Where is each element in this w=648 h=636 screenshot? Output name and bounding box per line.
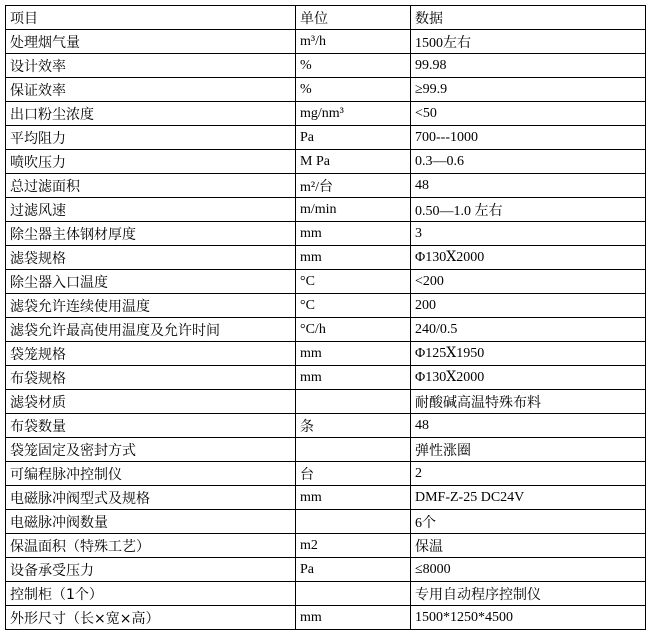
unit-cell	[296, 582, 411, 606]
table-row	[6, 150, 646, 174]
item-cell: 平均阻力	[6, 126, 296, 150]
unit-cell: °C	[296, 270, 411, 294]
item-cell: 设备承受压力	[6, 558, 296, 582]
table-row	[6, 438, 646, 462]
unit-cell: Pa	[296, 126, 411, 150]
unit-cell: Pa	[296, 558, 411, 582]
data-cell: 6个	[411, 510, 646, 534]
table-row	[6, 174, 646, 198]
item-cell: 设计效率	[6, 54, 296, 78]
table-row	[6, 246, 646, 270]
unit-cell: 台	[296, 462, 411, 486]
table-row	[6, 78, 646, 102]
item-cell: 保证效率	[6, 78, 296, 102]
unit-cell: mg/nm³	[296, 102, 411, 126]
table-row	[6, 318, 646, 342]
table-row	[6, 270, 646, 294]
data-cell: <50	[411, 102, 646, 126]
data-cell: 保温	[411, 534, 646, 558]
item-cell: 除尘器主体钢材厚度	[6, 222, 296, 246]
table-row	[6, 126, 646, 150]
item-cell: 控制柜（1个）	[6, 582, 296, 606]
table-row	[6, 390, 646, 414]
item-cell: 滤袋允许连续使用温度	[6, 294, 296, 318]
unit-cell	[296, 390, 411, 414]
item-cell: 喷吹压力	[6, 150, 296, 174]
table-row	[6, 54, 646, 78]
specification-table	[5, 5, 646, 630]
unit-cell: 条	[296, 414, 411, 438]
unit-cell: m²/台	[296, 174, 411, 198]
unit-cell: %	[296, 78, 411, 102]
data-cell: 240/0.5	[411, 318, 646, 342]
item-cell: 外形尺寸（长×宽×高）	[6, 606, 296, 630]
data-cell: <200	[411, 270, 646, 294]
unit-cell: m2	[296, 534, 411, 558]
unit-cell: M Pa	[296, 150, 411, 174]
table-row	[6, 486, 646, 510]
table-row	[6, 414, 646, 438]
data-cell: 耐酸碱高温特殊布料	[411, 390, 646, 414]
table-row	[6, 198, 646, 222]
data-cell: Φ130Ⅹ2000	[411, 366, 646, 390]
table-row	[6, 294, 646, 318]
data-cell: 1500*1250*4500	[411, 606, 646, 630]
unit-cell	[296, 510, 411, 534]
unit-cell: °C/h	[296, 318, 411, 342]
data-cell: ≥99.9	[411, 78, 646, 102]
table-row	[6, 366, 646, 390]
data-cell: ≤8000	[411, 558, 646, 582]
item-cell: 保温面积（特殊工艺）	[6, 534, 296, 558]
unit-cell: mm	[296, 222, 411, 246]
unit-cell: m³/h	[296, 30, 411, 54]
spec-sheet	[5, 5, 646, 630]
unit-cell: mm	[296, 606, 411, 630]
table-row	[6, 534, 646, 558]
data-cell: DMF-Z-25 DC24V	[411, 486, 646, 510]
unit-cell: m/min	[296, 198, 411, 222]
unit-cell: mm	[296, 366, 411, 390]
item-cell: 可编程脉冲控制仪	[6, 462, 296, 486]
data-cell: 200	[411, 294, 646, 318]
table-row	[6, 30, 646, 54]
table-row	[6, 558, 646, 582]
data-cell: 0.50—1.0 左右	[411, 198, 646, 222]
item-cell: 布袋数量	[6, 414, 296, 438]
unit-cell: mm	[296, 246, 411, 270]
item-cell: 过滤风速	[6, 198, 296, 222]
data-cell: 48	[411, 414, 646, 438]
table-row	[6, 342, 646, 366]
data-cell: Φ130Ⅹ2000	[411, 246, 646, 270]
unit-cell: %	[296, 54, 411, 78]
item-cell: 出口粉尘浓度	[6, 102, 296, 126]
header-data: 数据	[411, 6, 646, 30]
item-cell: 电磁脉冲阀数量	[6, 510, 296, 534]
item-cell: 布袋规格	[6, 366, 296, 390]
header-item: 项目	[6, 6, 296, 30]
data-cell: Φ125Ⅹ1950	[411, 342, 646, 366]
data-cell: 2	[411, 462, 646, 486]
table-row	[6, 462, 646, 486]
item-cell: 电磁脉冲阀型式及规格	[6, 486, 296, 510]
item-cell: 滤袋规格	[6, 246, 296, 270]
table-row	[6, 606, 646, 630]
table-row	[6, 582, 646, 606]
header-unit: 单位	[296, 6, 411, 30]
unit-cell: mm	[296, 342, 411, 366]
unit-cell: mm	[296, 486, 411, 510]
item-cell: 滤袋允许最高使用温度及允许时间	[6, 318, 296, 342]
data-cell: 1500左右	[411, 30, 646, 54]
data-cell: 弹性涨圈	[411, 438, 646, 462]
table-row	[6, 510, 646, 534]
item-cell: 袋笼固定及密封方式	[6, 438, 296, 462]
table-row	[6, 222, 646, 246]
data-cell: 48	[411, 174, 646, 198]
data-cell: 专用自动程序控制仪	[411, 582, 646, 606]
table-row	[6, 102, 646, 126]
data-cell: 3	[411, 222, 646, 246]
data-cell: 0.3—0.6	[411, 150, 646, 174]
item-cell: 滤袋材质	[6, 390, 296, 414]
unit-cell: °C	[296, 294, 411, 318]
header-row	[6, 6, 646, 30]
item-cell: 总过滤面积	[6, 174, 296, 198]
data-cell: 700---1000	[411, 126, 646, 150]
item-cell: 除尘器入口温度	[6, 270, 296, 294]
unit-cell	[296, 438, 411, 462]
item-cell: 处理烟气量	[6, 30, 296, 54]
data-cell: 99.98	[411, 54, 646, 78]
item-cell: 袋笼规格	[6, 342, 296, 366]
